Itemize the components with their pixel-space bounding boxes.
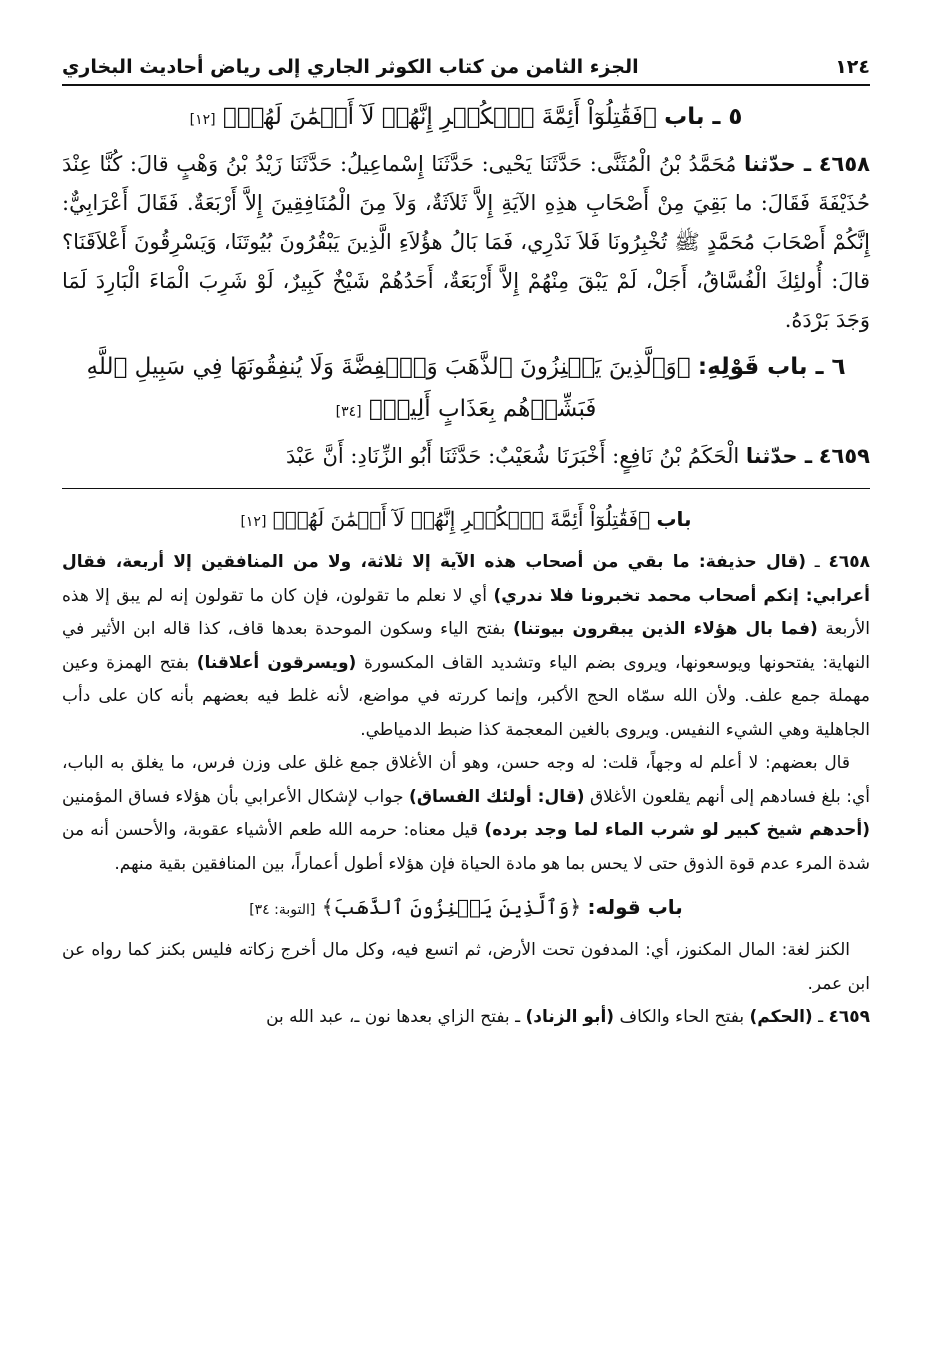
quran-verse: ﴿فَقَٰتِلُوٓاْ أَئِمَّةَ ٱلۡكُفۡرِ إِنَّهُمۡ لَآ أَيۡمَٰنَ لَهُمۡ﴾: [272, 507, 651, 531]
commentary-paragraph-4: [62, 1001, 870, 1035]
quoted-phrase: (أبو الزناد): [525, 1007, 615, 1027]
hadith-4658: [62, 145, 870, 340]
verse-reference: [التوبة: ٣٤]: [249, 902, 316, 918]
commentary-text: أي لا نعلم ما تقولون، فإن كان ما تقولون إنه لم يبق إلا هذه الأربعة: [62, 585, 870, 639]
commentary-text: ـ بفتح الزاي بعدها نون ـ، عبد الله بن: [266, 1007, 526, 1027]
quran-verse: ﴿وَٱلَّذِينَ يَكۡنِزُونَ ٱلذَّهَبَ وَٱلۡفِضَّةَ وَلَا يُنفِقُونَهَا فِي سَبِيلِ ٱللَّهِ فَبَشِّرۡهُم بِعَذَابٍ أَلِيمٖ﴾: [86, 354, 691, 422]
commentary-paragraph-2: [62, 747, 870, 881]
quran-verse: ﴿فَقَٰتِلُوٓاْ أَئِمَّةَ ٱلۡكُفۡرِ إِنَّهُمۡ لَآ أَيۡمَٰنَ لَهُمۡ﴾: [222, 104, 657, 130]
hadith-text: الْحَكَمُ بْنُ نَافِعٍ: أَخْبَرَنَا شُعَيْبٌ: حَدَّثَنَا أَبُو الزِّنَادِ: أَنَّ عَبْدَ: [285, 444, 740, 468]
quoted-phrase: (الحكم): [749, 1007, 813, 1027]
quran-verse: ﴿وَٱلَّذِينَ يَكۡنِزُونَ ٱلذَّهَبَ﴾: [321, 895, 582, 919]
section-divider: [62, 488, 870, 489]
commentary-text: بفتح الهمزة وعين مهملة جمع علف. ولأن الله سمّاه الحج الأكبر، وإنما كررته في مواضع، لأنه غلط فيه بعضهم بأنه كان على دأب الجاهلية وهي الشيء النفيس. ويروى بالغين المعجمة كذا ضبط الدمياطي.: [62, 652, 870, 740]
commentary-section: [62, 501, 870, 1035]
hadith-number: ٤٦٥٩: [818, 444, 870, 468]
verse-reference: [١٢]: [189, 112, 216, 128]
chapter-label: باب قوله:: [587, 895, 683, 919]
commentary-text: قال بعضهم: لا أعلم له وجهاً، قلت: له وجه حسن، وهو أن الأغلاق جمع غلق على وزن فرس، ما يغلق به الباب، أي: بلغ فسادهم إلى أنهم يقلعون الأغلاق: [62, 753, 871, 807]
commentary-text: بفتح الحاء والكاف: [614, 1007, 750, 1027]
commentary-paragraph-1: [62, 546, 870, 747]
commentary-heading-6: [62, 889, 870, 928]
hadith-number: ٤٦٥٨: [818, 152, 870, 176]
commentary-text: ـ: [812, 1007, 829, 1027]
commentary-text: جواب لإشكال الأعرابي بأن هؤلاء فساق المؤمنين: [62, 786, 410, 807]
hadith-number: ٤٦٥٨: [828, 552, 870, 572]
quoted-phrase: (قال: أولئك الفساق): [409, 786, 585, 807]
header-rule: [62, 84, 870, 86]
verse-reference: [١٢]: [240, 514, 267, 530]
chapter-heading-5: [62, 96, 870, 141]
chapter-label: باب: [656, 507, 692, 531]
commentary-text: ـ: [806, 552, 829, 572]
quoted-phrase: (ويسرقون أعلاقنا): [196, 652, 357, 673]
running-header: [62, 56, 870, 84]
quoted-phrase: (أحدهم شيخ كبير لو شرب الماء لما وجد برده): [484, 820, 871, 840]
hadith-lead: ـ حدّثنا: [744, 152, 812, 176]
book-title: الجزء الثامن من كتاب الكوثر الجاري إلى رياض أحاديث البخاري: [62, 56, 639, 78]
commentary-heading-5: [62, 501, 870, 540]
hadith-lead: ـ حدّثنا: [745, 444, 813, 468]
hadith-number: ٤٦٥٩: [828, 1007, 870, 1027]
chapter-label: ٥ ـ باب: [664, 104, 743, 130]
hadith-section: [62, 96, 870, 476]
quoted-phrase: (قال حذيفة: ما بقي من أصحاب هذه الآية إلا ثلاثة، ولا من المنافقين إلا أربعة، فقال أعرابي: إنكم أصحاب محمد تخبرونا فلا ندري): [62, 552, 871, 606]
commentary-text: بفتح الياء وسكون الموحدة بعدها قاف، كذا قاله ابن الأثير في النهاية: يفتحونها ويوسعونها، ويروى بضم الياء وتشديد القاف المكسورة: [62, 619, 870, 673]
chapter-heading-6: [62, 346, 870, 433]
hadith-text: مُحَمَّدُ بْنُ الْمُثَنَّى: حَدَّثَنَا يَحْيى: حَدَّثَنَا إِسْماعِيلُ: حَدَّثَنَا زَيْدُ بْنُ وَهْبٍ قالَ: كُنَّا عِنْدَ حُذَيْفَةَ فَقَالَ: ما بَقِيَ مِنْ أَصْحَابِ هذِهِ الآيَةِ إِلاَّ ثَلاَثَةٌ، وَلاَ مِنَ الْمُنَافِقِينَ إِلاَّ أَرْبَعَةٌ. فَقَالَ أَعْرَابِيٌّ: إِنَّكُمْ أَصْحَابَ مُحَمَّدٍ ﷺ تُخْبِرُونَا فَلاَ نَدْرِي، فَمَا بَالُ هؤُلاَءِ الَّذِينَ يَبْقُرُونَ بُيُوتَنَا، وَيَسْرِقُونَ أَعْلاَقَنَا؟ قالَ: أُولئِكَ الْفُسَّاقُ، أَجَلْ، لَمْ يَبْقَ مِنْهُمْ إِلاَّ أَرْبَعَةٌ، أَحَدُهُمْ شَيْخٌ كَبِيرٌ، لَوْ شَرِبَ الْمَاءَ الْبَارِدَ لَمَا وَجَدَ بَرْدَهُ.: [62, 152, 870, 332]
chapter-label: ٦ ـ باب قَوْلِهِ:: [697, 354, 846, 380]
quoted-phrase: (فما بال هؤلاء الذين يبقرون بيوتنا): [512, 619, 818, 639]
hadith-4659: [62, 437, 870, 476]
verse-reference: [٣٤]: [335, 404, 362, 420]
commentary-text: قيل معناه: حرمه الله طعم الأشياء عقوبة، والأحسن أنه من شدة المرء عدم قوة الذوق حتى لا يحس بما هو مادة الحياة فإن هؤلاء أطول أعماراً، بين المنافقين بقية منهم.: [62, 820, 870, 874]
page-number: ١٢٤: [835, 56, 870, 78]
commentary-paragraph-3: الكنز لغة: المال المكنوز، أي: المدفون تحت الأرض، ثم اتسع فيه، وكل مال أخرج زكاته فليس بكنز كما رواه عن ابن عمر.: [62, 940, 870, 994]
